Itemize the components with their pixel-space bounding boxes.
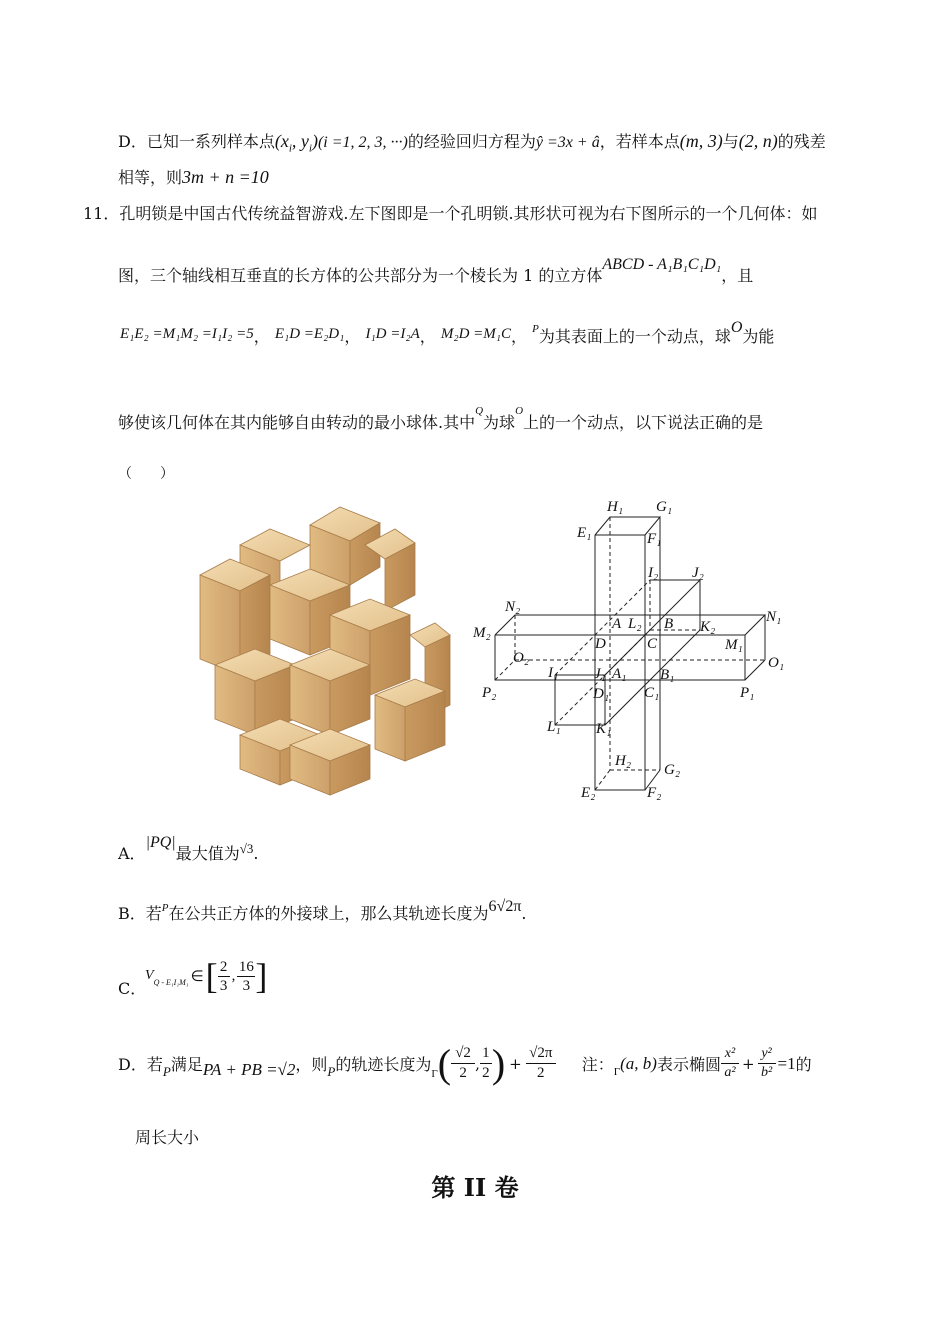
equal-m: M₂D =M₁C [440,326,511,342]
option-label: D． [118,1055,147,1074]
label-g2: G₂ [664,762,681,778]
x2: x² [724,1046,736,1061]
text: 与 [722,132,739,151]
text: 为球 [483,413,516,432]
frac-den: 2 [537,1065,545,1081]
frac-num: √2π [529,1045,553,1061]
frac-num: 1 [482,1045,490,1061]
text: ， [511,327,528,346]
label-a1: A₁ [612,666,627,682]
label-f1: F₁ [647,531,662,547]
q11-line4 [118,405,764,436]
option-label: A． [118,844,146,863]
label-c1: C₁ [644,685,660,701]
label-k2: K₂ [700,619,716,635]
option-c-expr: V Q - E₁I₁M₁ ∈ [ 2 3 , 16 3 ] [145,956,268,996]
sample-points: ($x_i$, $y_i$) [274,131,318,155]
option-label: B． [118,904,146,923]
text: 已知一系列样本点 [146,132,275,151]
b2: b² [760,1065,773,1080]
frac2-num: 16 [238,958,254,975]
text: 的残差 [777,132,826,151]
text: ， [253,327,270,346]
label-j1: J₁ [594,666,606,682]
text: ， [419,327,436,346]
answer-equation: 3m + n =10 [182,167,269,187]
a2: a² [724,1065,736,1080]
label-f2: F₂ [647,785,662,801]
text: 的 [795,1055,812,1074]
in-symbol: ∈ [190,968,204,985]
label-g1: G₁ [656,499,673,515]
var-o: O [730,319,743,336]
volume-v: V [145,968,154,983]
frac-den: 2 [482,1065,490,1081]
frac1-num: 2 [219,958,228,975]
text: 孔明锁是中国古代传统益智游戏.左下图即是一个孔明锁.其形状可视为右下图所示的一个几何体：如 [119,204,818,223]
text: 的轨迹长度为 [335,1055,432,1074]
option-label: D． [118,132,147,151]
equal-e: E₁D =E₂D₁ [274,326,345,342]
option-d-line2: 周长大小 [135,1128,200,1147]
text: ，且 [721,266,754,285]
index-range: (i =1, 2, 3, ···) [317,134,408,151]
frac1-den: 3 [219,977,228,994]
text: 为其表面上的一个动点，球 [538,327,731,346]
label-n1: N₁ [766,609,782,625]
text: . [521,904,527,923]
text: 满足 [170,1055,203,1074]
label-l2: L₂ [628,616,642,632]
frac2-den: 3 [242,977,251,994]
label-e1: E₁ [577,525,592,541]
var-p: P [532,323,539,335]
answer-parens: （ ） [118,466,174,482]
q11-line3 [120,319,775,350]
var-o: O [515,405,524,417]
q11-line2 [118,256,754,288]
label-h2: H₂ [615,753,632,769]
text: 在公共正方体的外接球上，那么其轨迹长度为 [168,904,489,923]
prev-d-line1 [118,130,826,160]
pa-pb-eq: PA + PB =√2 [202,1059,296,1079]
label-e2: E₂ [581,785,596,801]
label-j2: J₂ [692,565,704,581]
plus: + [509,1054,522,1073]
option-d: D． 若 P 满足 PA + PB =√2 ，则 P 的轨迹长度为 Γ ( √2 2 , 1 2 ) + √2π 2 注： Γ (a, b) 表示椭圆 x² a² + y² b² =1 的 [118,1041,812,1086]
track-length: 6√2π [488,898,522,915]
gamma: Γ [613,1065,621,1078]
text: ， [344,327,361,346]
text: ，则 [295,1055,328,1074]
q11-line1 [83,203,818,225]
point-2n: (2, n) [738,131,778,151]
option-a [118,834,259,866]
label-i1: I₁ [548,665,559,681]
sqrt3: √3 [239,841,254,856]
section-title: 第 II 卷 [431,1173,519,1202]
label-d1: D₁ [593,686,610,702]
label-p1: P₁ [740,685,755,701]
label-p2: P₂ [482,685,497,701]
label-o1: O₁ [768,655,785,671]
label-a: A [612,616,622,632]
point-m3: (m, 3) [679,131,723,151]
label-h1: H₁ [607,499,624,515]
frac-den: 2 [459,1065,467,1081]
equal-lengths: E₁E₂ =M₁M₂ =I₁I₂ =5 [120,326,254,342]
var-p: P [162,1063,171,1079]
equal-i: I₁D =I₂A [365,326,420,342]
label-c: C [647,636,658,652]
frac-num: √2 [455,1045,471,1061]
regression-equation: ŷ =3x + â [535,134,600,151]
y2: y² [761,1046,772,1061]
text: 相等，则 [118,168,183,187]
label-n2: N₂ [505,599,521,615]
var-p: P [327,1063,336,1079]
label-l1: L₁ [547,719,561,735]
text: 上的一个动点，以下说法正确的是 [523,413,764,432]
kongming-lock-photo [180,495,470,805]
label-m1: M₁ [725,637,743,653]
note: 注： [581,1055,614,1074]
label-m2: M₂ [473,625,491,641]
ab-pair: (a, b) [620,1053,657,1073]
label-d: D [595,636,606,652]
volume-sub: Q - E₁I₁M₁ [153,977,189,987]
gamma: Γ [431,1067,438,1080]
option-b [118,898,527,927]
text: 图，三个轴线相互垂直的长方体的公共部分为一个棱长为 1 的立方体 [118,266,603,285]
label-b: B [664,616,674,632]
cube-name: ABCD - A₁B₁C₁D₁ [602,256,722,273]
text: 的经验回归方程为 [407,132,536,151]
text: ，若样本点 [599,132,680,151]
var-q: Q [475,405,484,417]
label-i2: I₂ [648,565,659,581]
label-b1: B₁ [660,667,675,683]
var-p: P [161,902,169,914]
question-number: 11． [83,204,120,223]
geometry-diagram [470,495,790,805]
text: 若 [146,1055,163,1074]
text: 最大值为 [175,844,240,863]
pq-expr: |PQ| [145,834,176,851]
option-c-label: C． [118,979,147,998]
eq-one: =1 [777,1053,796,1073]
label-o2: O₂ [513,650,530,666]
text: 若 [145,904,162,923]
text: 为能 [742,327,775,346]
text: 够使该几何体在其内能够自由转动的最小球体.其中 [118,413,476,432]
text: . [253,844,259,863]
prev-d-line2 [118,166,269,189]
label-k1: K₁ [596,721,612,737]
text: 表示椭圆 [656,1055,721,1074]
